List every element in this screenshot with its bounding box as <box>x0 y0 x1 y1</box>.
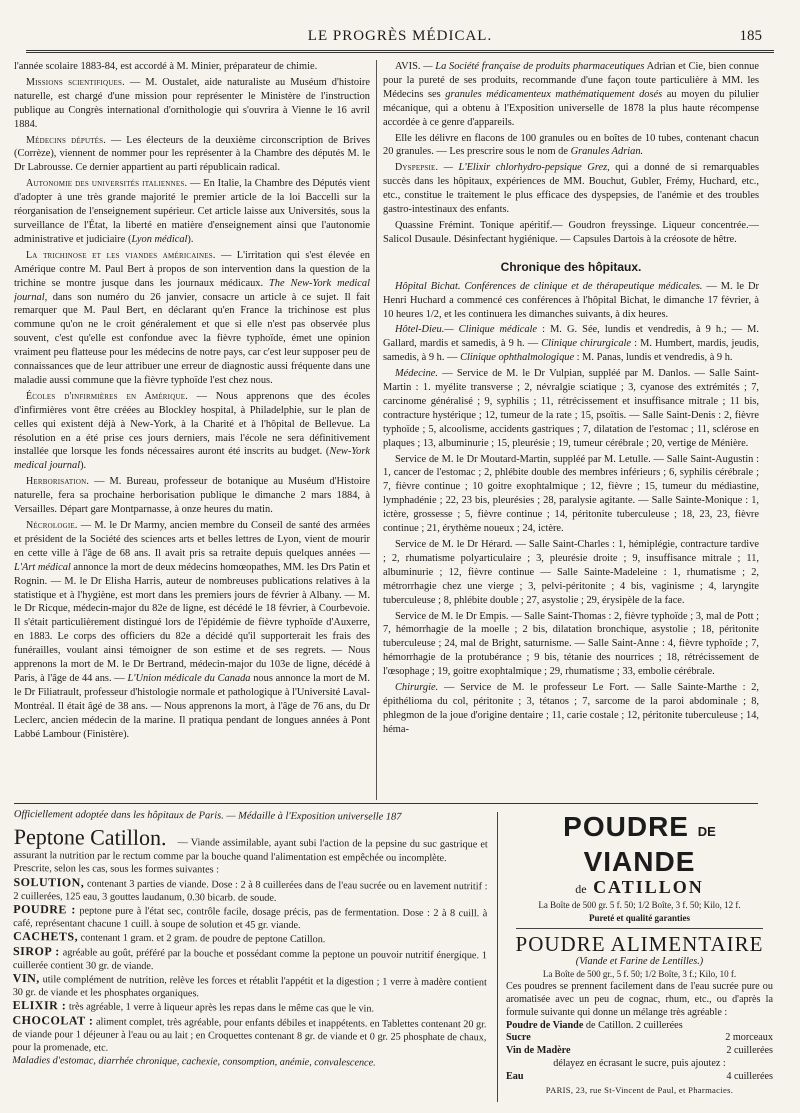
paragraph-ecoles <box>14 390 370 473</box>
advert-purity: Pureté et qualité garanties <box>588 912 691 923</box>
paragraph-text: — Les électeurs de la deuxième circonscription de Brives (Corrèze), viennent de nommer pour les représenter à la Chambre des députés M. le Dr Labrousse. Ce dernier appartient au parti républicain radical. <box>14 134 370 174</box>
paragraph-trichinose <box>14 249 370 388</box>
headline-part: POUDRE <box>563 812 689 842</box>
formula-label: Eau <box>506 1070 524 1082</box>
advert-item-solution <box>13 876 487 907</box>
advert-text: Ces poudres se prennent facilement dans de l'eau sucrée pure ou aromatisée avec un peu de cognac, rhum, etc., ou d'après la formule suivante qui donne un mélange très agréable : <box>506 981 773 1018</box>
paragraph-text: — Service de M. le professeur Le Fort. — Salle Sainte-Marthe : 2, épithélioma du col, péritonite ; 3, tétanos ; 7, sarcome de la paroi abdominale ; 8, phlegmon de la joue d'origine dentaire ; 11, carie costale ; 12, péritonite tuberculeuse ; 14, héma- <box>383 682 759 735</box>
paragraph-lead: La trichinose et les viandes américaines. <box>26 249 216 261</box>
advert-item-text: très agréable, 1 verre à liqueur après les repas dans le même cas que le vin. <box>66 1001 375 1015</box>
paragraph-text: Service de M. le Dr Hérard. — Salle Saint-Charles : 1, hémiplégie, contracture tardive ; 2, rhumatisme polyarticulaire ; 3, pleurésie droite ; 9, insuffisance mitrale ; 11, albuminurie ; 12, fièvre continue — Salle Sainte-Madeleine : 1, rhumatisme ; 2, métrorrhagie chez une vierge ; 3, pelvi-péritonite ; 4 bis, vaginisme ; 4, laryngite tuberculeuse ; 8, phlébite double ; 27, asystolie ; 29, érysipèle de la face. <box>383 539 759 606</box>
headline-part: DE <box>697 824 716 839</box>
paragraph-lead: Écoles d'infirmières en Amérique. <box>26 390 188 402</box>
advert-prices: La Boîte de 500 gr. 5 f. 50; 1/2 Boîte, 3 f. 50; Kilo, 12 f. <box>538 900 741 910</box>
formula-label: Vin de Madère <box>506 1045 571 1057</box>
advert-banner: Officiellement adoptée dans les hôpitaux de Paris. — Médaille à l'Exposition universelle 187 <box>13 809 402 823</box>
citation: — L'Elixir chlorhydro-pepsique Grez, <box>438 162 610 174</box>
advert-item-text: utile complément de nutrition, relève les forces et rétablit l'appétit et la digestion ; 1 verre à madère contient 30 gr. de viande et les phosphates organiques. <box>12 974 487 1000</box>
advert-item-text: contenant 3 parties de viande. Dose : 2 à 8 cuillerées dans de l'eau sucrée ou en lavement nutritif : 2 cuillerées, 125 eau, 3 gouttes laudanum, 0.30 bicarb. de soude. <box>13 878 488 904</box>
paragraph-text: — En Italie, la Chambre des Députés vient d'adopter à une très grande majorité le premier article de la loi Baccelli sur la réorganisation de l'enseignement supérieur. Cet article laisse aux Universités, sous la surveillance de l'État, la liberté en matière d'enseignement ainsi que l'autonomie administrative et judiciaire ( <box>14 178 370 245</box>
paragraph-text: annonce la mort de deux médecins homœopathes, MM. les Drs Patin et Rognin. — M. le Dr Elisha Harris, auteur de nombreuses publications relatives à la statistique et à l'hygiène, est mort dans les premiers jours de février à Albany. — M. le Dr Ricque, médecin-major du 82e de ligne, est décédé le 18 février, à Courbevoie. Il s'était particulièrement distingué lors de l'épidémie de fièvre typhoïde d'Auxerre, en 1883. Le corps des officiers du 82e a décidé qu'il supporterait les frais des funérailles, voulant ainsi témoigner de son estime et de ses regrets. — Nous apprenons la mort de M. le Dr Bertrand, médecin-major du 103e de ligne, décédé à Paris, à l'âge de 44 ans. — <box>14 561 370 684</box>
advert-text: — Viande assimilable, ayant subi l'action de la pepsine du suc gastrique et assurant la nutrition par le rectum comme par la bouche quand l'alimentation est empêchée ou incomplète. <box>13 837 488 865</box>
advert-item-label: ELIXIR : <box>12 998 67 1013</box>
citation: — La Société française de produits pharmaceutiques <box>420 61 645 72</box>
paragraph-lead: Dyspepsie. <box>395 162 439 174</box>
paragraph-lead: Missions scientifiques. <box>26 76 125 88</box>
left-column <box>14 60 370 800</box>
formula-text: de Catillon. 2 cuillerées <box>583 1019 683 1031</box>
headline-part: VIANDE <box>583 846 696 877</box>
paragraph-lead: Médecins députés. <box>26 134 106 146</box>
advert-item-poudre <box>13 903 487 934</box>
paragraph-quassine <box>383 219 759 247</box>
advert-item-label: VIN, <box>12 971 40 986</box>
paragraph-text: — M. le Dr Henri Huchard a commencé ces conférences à l'hôpital Bichat, le dimanche 17 février, à 10 heures 1/2, et les continuera les dimanches suivants, à dix heures. <box>383 280 759 320</box>
advert-intro <box>14 825 488 866</box>
paragraph-text: — M. Oustalet, aide naturaliste au Muséum d'histoire naturelle, est chargé d'une mission pour représenter le Ministère de l'instruction publique au Congrès international d'ornithologie qui s'ouvrira à Vienne le 16 avril 1884. <box>14 76 370 130</box>
paragraph-avis <box>383 60 759 130</box>
citation: L'Art médical <box>14 561 71 573</box>
column-divider <box>376 60 377 800</box>
advert-item-chocolat <box>12 1014 486 1058</box>
advert-item-text: contenant 1 gram. et 2 gram. de poudre de peptone Catillon. <box>78 932 326 946</box>
formula-note: délayez en écrasant le sucre, puis ajoutez : <box>553 1057 726 1069</box>
advert-item-text: aliment complet, très agréable, pour enfants débiles et inappétents. en Tablettes contenant 20 gr. de viande pour 1 déjeuner à l'eau ou au lait ; en Croquettes contenant 8 gr. de viande et 0 gr. 25 phosphate de chaux, pour la promenade, etc. <box>12 1016 487 1054</box>
paragraph-text: — Service de M. le Dr Vulpian, suppléé par M. Danlos. — Salle Saint-Martin : 1. myélite transverse ; 2, névralgie sciatique ; 3, cyanose des extrémités ; 7, carcinome généralisé ; 9, syphilis ; 11, rétrécissement et insuffisance mitrale ; 11 bis, contracture hystérique ; 12, tumeur de la rate ; 15, psoïtis. — Salle Saint-Denis : 2, fièvre typhoïde ; 5, alcoolisme, accidents gastriques ; 7, dilatation de l'estomac ; 11, sclérose en plaques ; 13, albuminurie ; 15, pleurésie ; 19, tumeur cérébrale ; 20, vertige de Ménière. <box>383 368 759 449</box>
paragraph-herborisation <box>14 475 370 517</box>
brand-part: CATILLON <box>593 877 704 897</box>
citation: Clinique ophthalmologique <box>460 352 575 364</box>
paragraph-medecine <box>383 367 759 450</box>
section-title: Chronique des hôpitaux. <box>500 259 642 274</box>
paragraph-text: Adrian et Cie, bien connue pour la pureté de ses produits, recommande d'une façon toute particulière à MM. les Médecins ses <box>383 61 759 100</box>
paragraph-moutard-martin <box>383 453 759 536</box>
paragraph-text: dans son numéro du 26 janvier, consacre un article à ce sujet. Il fait remarquer que M. Paul Bert, en déclarant qu'en France la trichinose est plus commune qu'on ne le croit généralement et que si elle n'est pas observée plus souvent, c'est qu'elle est confondue avec la fièvre typhoïde, émet une opinion vraiment peu flatteuse pour les médecins de notre pays, car c'est leur supposer peu de connaissances que de leur attribuer une erreur de diagnostic aussi fréquente dans une maladie aussi commune que la fièvre typhoïde l'est chez nous. <box>14 291 370 386</box>
paragraph-text: Quassine Frémint. Tonique apéritif.— Goudron freyssinge. Liqueur concentrée.— Salicol Dusaule. Désinfectant hygiénique. — Capsules Dartois à la créosote de hêtre. <box>383 219 759 245</box>
paragraph-text: Service de M. le Dr Empis. — Salle Saint-Thomas : 2, fièvre typhoïde ; 3, mal de Pott ; 7, hémorrhagie de la moelle ; 2 bis, dilatation bronchique, asystolie ; 18, péritonite tuberculeuse ; 24, mal de Bright, saturnisme. — Salle Saint-Anne : 4, fièvre typhoïde ; 7, hémorrhagie de la protubérance ; 9 bis, tétanie des nourrices ; 18, rétrécissement de l'œsophage ; 19, goitre exophtalmique ; 29, rhumatisme ; 33, embolie cérébrale. <box>383 610 759 678</box>
citation: Hôpital Bichat. Conférences de clinique et de thérapeutique médicales. <box>395 280 703 292</box>
paragraph-missions <box>14 76 370 132</box>
paragraph-lead: Herborisation. <box>26 476 90 488</box>
advert-formula <box>506 1020 773 1033</box>
citation: New-York medical journal <box>14 446 370 472</box>
citation: granules médicamenteux mathématiquement dosés <box>445 88 663 100</box>
paragraph-empis <box>383 610 759 680</box>
advert-rule <box>14 803 758 804</box>
paragraph-text: : M. Panas, lundis et vendredis, à 9 h. <box>574 352 733 364</box>
advert-brand <box>506 877 773 899</box>
advert-forms: Prescrite, selon les cas, sous les formes suivantes : <box>13 863 220 876</box>
paragraph-text: — Nous apprenons que des écoles d'infirmières vont être créées au Blockley hospital, à Philadelphie, sur le plan de celles qui existent déjà à New-York, à la Charité et à l'hôpital de Bellevue. La résolution en a été prise ces jours derniers, mais l'école ne sera définitivement installée que lorsque les fonds nécessaires auront été inscrits au budget. ( <box>14 390 370 458</box>
paragraph-text: — L'irritation qui s'est élevée en Amérique contre M. Paul Bert à propos de son intervention dans la question de la trichine se montre jusque dans les journaux médicaux. <box>14 249 370 289</box>
formula-row <box>506 1032 773 1045</box>
formula-value: 2 cuillerées <box>726 1045 773 1057</box>
advert-headline <box>506 812 773 877</box>
advert-headline: Peptone Catillon. <box>13 824 167 851</box>
advert-item-vin <box>13 972 487 1003</box>
right-column <box>383 60 759 800</box>
header-rule <box>26 50 774 53</box>
advert-item-label: SOLUTION, <box>13 874 85 890</box>
advert-address: PARIS, 23, rue St-Vincent de Paul, et Pharmacies. <box>545 1084 734 1095</box>
formula-label: Sucre <box>506 1032 531 1044</box>
formula-row <box>506 1045 773 1058</box>
advert-footer: Maladies d'estomac, diarrhée chronique, cachexie, consomption, anémie, convalescence. <box>12 1055 376 1069</box>
citation: Clinique chirurgicale <box>541 338 632 350</box>
advert-item-sirop <box>13 945 487 976</box>
paragraph-necrologie <box>14 519 370 742</box>
page-number: 185 <box>739 28 762 44</box>
paragraph-lead: Autonomie des universités italiennes. <box>26 178 188 190</box>
paragraph-text: Elle les délivre en flacons de 100 granules ou en boîtes de 10 tubes, contenant chacun 20 granules. — Les prescrire sous le nom de <box>383 132 759 158</box>
paragraph-avis-2 <box>383 132 759 160</box>
advert-item-text: peptone pure à l'état sec, contrôle facile, dosage précis, pas de fermentation. Dose : 2 à 8 cuill. à café, représentant chacune 1 cuill. à soupe de solution et 45 gr. viande. <box>13 905 488 932</box>
paragraph-dyspepsie <box>383 161 759 217</box>
paragraph-text: ). <box>80 460 87 472</box>
paragraph-herard <box>383 538 759 608</box>
paragraph-chirurgie <box>383 681 759 737</box>
citation: The New-York medical journal, <box>14 277 370 303</box>
paragraph-text: au moyen du pilulier mécanique, qui a obtenu à l'Exposition universelle de 1878 la plus haute récompense accordée à ce genre d'appareils. <box>383 88 759 128</box>
journal-title: LE PROGRÈS MÉDICAL. <box>307 28 493 44</box>
paragraph-lead: AVIS. <box>395 61 421 72</box>
advert-headline-2: POUDRE ALIMENTAIRE <box>515 931 764 956</box>
advert-subtitle: (Viande et Farine de Lentilles.) <box>575 955 704 967</box>
paragraph-bichat <box>383 280 759 322</box>
page-header <box>0 28 800 50</box>
advert-item-label: POUDRE : <box>13 902 76 917</box>
advert-divider <box>516 928 763 929</box>
citation: Lyon médical <box>131 233 188 245</box>
advert-item-label: CHOCOLAT : <box>12 1012 94 1028</box>
formula-value: 4 cuillerées <box>726 1070 773 1082</box>
citation: Chirurgie. <box>395 682 439 694</box>
paragraph-lead: Nécrologie. <box>26 520 78 531</box>
paragraph-text: — M. Bureau, professeur de botanique au Muséum d'Histoire naturelle, fera sa prochaine herborisation publique le dimanche 2 mars 1884, à Versailles. Départ gare Montparnasse, à onze heures du matin. <box>14 476 370 516</box>
citation: Hôtel-Dieu.— Clinique médicale <box>395 324 538 336</box>
paragraph-text: qui a donné de si remarquables succès dans les hôpitaux, expériences de MM. Bouchut, Gubler, Frémy, Huchard, etc., etc., constitue le traitement le plus efficace des dyspepsies, de l'anémie et des troubles gastro-intestinaux des enfants. <box>383 162 759 216</box>
paragraph-text: : M. G. Sée, lundis et vendredis, à 9 h.; — M. Gallard, mardis et samedis, à 9 h. — <box>383 324 759 350</box>
formula-row <box>506 1071 773 1084</box>
brand-part: de <box>575 882 587 896</box>
citation: Granules Adrian. <box>570 146 644 158</box>
paragraph-text: : M. Humbert, mardis, jeudis, samedis, à 9 h. — <box>383 338 759 364</box>
advert-item-text: agréable au goût, préféré par la bouche et possédant comme la peptone un pouvoir nutritif énergique. 1 cuillerée contient 30 gr. de viande. <box>12 946 488 972</box>
formula-value: 2 morceaux <box>725 1032 773 1044</box>
paragraph-medecins-deputes <box>14 134 370 176</box>
paragraph-autonomie <box>14 177 370 247</box>
advert-prices-2: La Boîte de 500 gr., 5 f. 50; 1/2 Boîte, 3 f.; Kilo, 10 f. <box>542 969 737 980</box>
paragraph-text: ). <box>187 233 194 245</box>
paragraph-text: Service de M. le Dr Moutard-Martin, suppléé par M. Letulle. — Salle Saint-Augustin : 1, cancer de l'estomac ; 2, phlébite double des membres inférieurs ; 6, syphilis cérébrale ; 7, fièvre continue ; 10 goitre exophtalmique ; 12, fièvre ; 15, tumeur du médiastine, lymphadénie ; 22, 23 bis, pleurésies ; 28, paralysie agitante. — Salle Sainte-Monique : 1, ictère, grossesse ; 5, fièvre continue ; 14, péritonite tuberculeuse ; 18, 23, 23, fièvre continue ; 21, érythème noueux ; 24, ictère. <box>383 453 759 535</box>
advert-item-label: CACHETS, <box>13 929 79 944</box>
peptone-advert <box>12 808 488 1106</box>
paragraph-text: l'année scolaire 1883-84, est accordé à M. Minier, préparateur de chimie. <box>14 61 318 72</box>
formula-lead: Poudre de Viande <box>506 1019 584 1031</box>
poudre-advert <box>497 812 773 1102</box>
paragraph-hotel-dieu <box>383 323 759 365</box>
citation: L'Union médicale du Canada <box>127 672 251 684</box>
paragraph-text: — M. le Dr Marmy, ancien membre du Conseil de santé des armées et président de la Société des sciences arts et belles lettres de Lyon, vient de mourir en cette ville à l'âge de 68 ans. Il avait pris sa retraite depuis quelques années — <box>14 520 370 559</box>
citation: Médecine. <box>395 368 438 380</box>
paragraph-scolaire <box>14 60 370 74</box>
paragraph-text: nous annonce la mort de M. le Dr Filiatrault, professeur d'histologie normale et pathologique à l'Université Laval-Montréal. Il était âgé de 38 ans. — Nous apprenons la mort, à l'âge de 76 ans, du Dr Leclerc, ancien médecin de la marine. Il pratiqua pendant de longues années à Pont Labbé Lambour (Finistère). <box>14 672 370 740</box>
advert-item-label: SIROP : <box>12 943 60 958</box>
